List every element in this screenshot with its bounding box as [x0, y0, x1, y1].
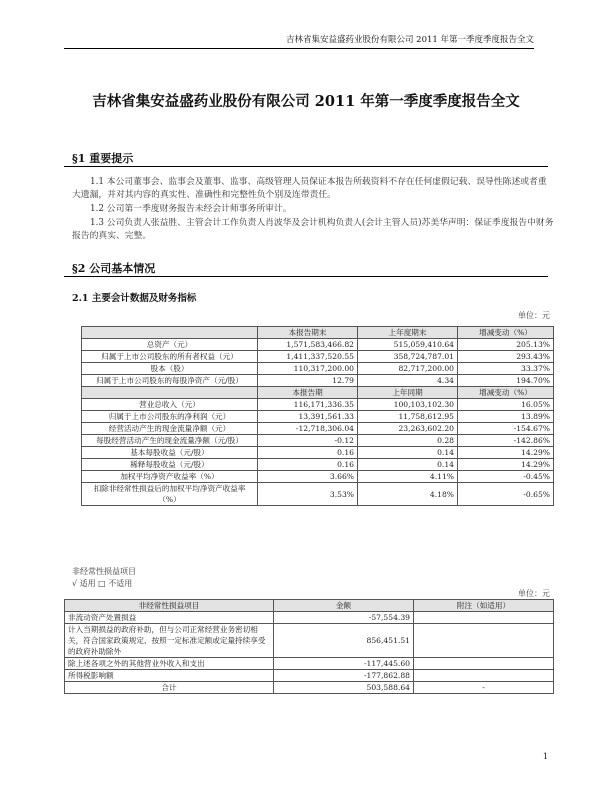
table-header-row-cell-2: 附注（如适用）: [414, 600, 554, 612]
table-row-cell-1: 116,171,336.35: [258, 399, 358, 411]
table-row-cell-3: 33.37%: [458, 363, 554, 375]
table-row-cell-1: 1,411,337,520.55: [258, 351, 358, 363]
table-row: [82, 471, 554, 483]
document-title: 吉林省集安益盛药业股份有限公司 2011 年第一季度季度报告全文: [92, 93, 520, 110]
table-row: [82, 375, 554, 387]
table-row-cell-2: 23,263,602.20: [358, 423, 458, 435]
table-row-cell-2: 0.14: [358, 447, 458, 459]
table-row-cell-3: -142.86%: [458, 435, 554, 447]
table-row-cell-2: 4.34: [358, 375, 458, 387]
total-row-cell-2: -: [414, 682, 554, 694]
table-header-row-cell-1: 本报告期末: [258, 327, 358, 339]
table-row-cell-0: 加权平均净资产收益率（%）: [82, 471, 258, 483]
table-row-cell-2: 515,059,410.64: [358, 339, 458, 351]
table-row: [82, 423, 554, 435]
table-row: [82, 351, 554, 363]
table-row-cell-3: -0.65%: [458, 483, 554, 506]
table-row-cell-0: 所得税影响额: [65, 670, 274, 682]
table-row: [82, 411, 554, 423]
table-row-cell-1: -0.12: [258, 435, 358, 447]
table-row-cell-1: 1,571,583,466.82: [258, 339, 358, 351]
table-row: [65, 624, 554, 658]
table-header-row-cell-1: 金额: [274, 600, 414, 612]
table-row-cell-3: 13.89%: [458, 411, 554, 423]
table-row: [65, 670, 554, 682]
table-row-cell-3: 14.29%: [458, 447, 554, 459]
table-row: [82, 483, 554, 506]
table-row-cell-2: [414, 658, 554, 670]
table-row: [82, 447, 554, 459]
table-header-row: [82, 327, 554, 339]
table-row-cell-2: 100,103,102.30: [358, 399, 458, 411]
table-row-cell-1: -177,862.88: [274, 670, 414, 682]
table-row: [82, 363, 554, 375]
table-row-cell-1: 3.66%: [258, 471, 358, 483]
table-row-cell-1: 0.16: [258, 447, 358, 459]
table-row-cell-2: 0.14: [358, 459, 458, 471]
notice-paragraph-1: 1.1 本公司董事会、监事会及董事、监事、高级管理人员保证本报告所载资料不存在任何虚假记载、误导性陈述或者重大遗漏，并对其内容的真实性、准确性和完整性负个别及连带责任。: [72, 177, 547, 200]
notice-paragraph-2: 1.2 公司第一季度财务报告未经会计师事务所审计。: [90, 204, 292, 214]
table-row-cell-0: 扣除非经常性损益后的加权平均净资产收益率（%）: [82, 483, 258, 506]
nonrecurring-title: 非经常性损益项目: [72, 567, 136, 576]
table-row-cell-0: 每股经营活动产生的现金流量净额（元/股）: [82, 435, 258, 447]
section1-rule: [64, 166, 548, 167]
page-number: 1: [542, 752, 548, 761]
unit-label-1: 单位：元: [518, 311, 550, 320]
table-row: [82, 399, 554, 411]
table-row-cell-0: 归属于上市公司股东的所有者权益（元）: [82, 351, 258, 363]
total-row-cell-0: 合计: [65, 682, 274, 694]
table-row: [82, 435, 554, 447]
table-row-cell-1: 13,391,561.33: [258, 411, 358, 423]
table-row-cell-1: 856,451.51: [274, 624, 414, 658]
table-row-cell-0: 非流动资产处置损益: [65, 612, 274, 624]
header-rule: [64, 48, 534, 49]
table-row-cell-0: 归属于上市公司股东的净利润（元）: [82, 411, 258, 423]
table-header-row-cell-3: 增减变动（%）: [458, 387, 554, 399]
table-row-cell-2: 4.18%: [358, 483, 458, 506]
table-row-cell-2: 0.28: [358, 435, 458, 447]
table-row-cell-2: 11,758,612.95: [358, 411, 458, 423]
table-row-cell-0: 股本（股）: [82, 363, 258, 375]
table-row-cell-3: -0.45%: [458, 471, 554, 483]
section2-rule: [64, 276, 548, 277]
table-row-cell-0: 计入当期损益的政府补助，但与公司正常经营业务密切相关，符合国家政策规定、按照一定标准定额或定量持续享受的政府补助除外: [65, 624, 274, 658]
table-row-cell-1: -117,445.60: [274, 658, 414, 670]
table-row: [82, 339, 554, 351]
table-row-cell-0: 总资产（元）: [82, 339, 258, 351]
table-header-row-cell-2: 上年同期: [358, 387, 458, 399]
table-header-row-cell-0: 非经常性损益项目: [65, 600, 274, 612]
table-row-cell-1: -12,718,306.04: [258, 423, 358, 435]
table-header-row-cell-2: 上年度期末: [358, 327, 458, 339]
table-row-cell-3: 293.43%: [458, 351, 554, 363]
table-row-cell-0: 营业总收入（元）: [82, 399, 258, 411]
table-row: [65, 612, 554, 624]
table-row-cell-3: 205.13%: [458, 339, 554, 351]
financial-indicators-table: [81, 326, 554, 506]
table-row-cell-0: 归属于上市公司股东的每股净资产（元/股）: [82, 375, 258, 387]
table-row-cell-3: -154.67%: [458, 423, 554, 435]
table-row-cell-0: 经营活动产生的现金流量净额（元）: [82, 423, 258, 435]
nonrecurring-items-table: [64, 599, 554, 694]
table-row-cell-1: 3.53%: [258, 483, 358, 506]
table-row-cell-3: 14.29%: [458, 459, 554, 471]
applicable-checkbox-line: √ 适用 □ 不适用: [72, 579, 133, 588]
table-row-cell-3: 16.05%: [458, 399, 554, 411]
table-row-cell-0: 除上述各项之外的其他营业外收入和支出: [65, 658, 274, 670]
table-header-row: [82, 387, 554, 399]
table-row-cell-2: [414, 612, 554, 624]
table-row-cell-2: 82,717,200.00: [358, 363, 458, 375]
table-row-cell-1: 110,317,200.00: [258, 363, 358, 375]
table-row-cell-3: 194.70%: [458, 375, 554, 387]
notice-paragraph-3: 1.3 公司负责人张益胜、主管会计工作负责人肖波华及会计机构负责人(会计主管人员)苏美华声明：保证季度报告中财务报告的真实、完整。: [72, 218, 554, 241]
total-row-cell-1: 503,588.64: [274, 682, 414, 694]
table-row-cell-0: 基本每股收益（元/股）: [82, 447, 258, 459]
table-header-row-cell-3: 增减变动（%）: [458, 327, 554, 339]
table-row-cell-2: [414, 670, 554, 682]
section2-heading: §2 公司基本情况: [72, 262, 156, 275]
table-row-cell-2: [414, 624, 554, 658]
table-header-row: [65, 600, 554, 612]
table-row-cell-2: 358,724,787.01: [358, 351, 458, 363]
unit-label-2: 单位：元: [518, 589, 550, 598]
table-header-row-cell-0: [82, 327, 258, 339]
table-row-cell-2: 4.11%: [358, 471, 458, 483]
table-header-row-cell-1: 本报告期: [258, 387, 358, 399]
subsection-2-1-heading: 2.1 主要会计数据及财务指标: [72, 293, 197, 304]
table-header-row-cell-0: [82, 387, 258, 399]
table-row-cell-1: 12.79: [258, 375, 358, 387]
table-row-cell-0: 稀释每股收益（元/股）: [82, 459, 258, 471]
section1-heading: §1 重要提示: [72, 152, 134, 165]
table-row-cell-1: -57,554.39: [274, 612, 414, 624]
total-row: [65, 682, 554, 694]
table-row-cell-1: 0.16: [258, 459, 358, 471]
table-row: [65, 658, 554, 670]
running-head: 吉林省集安益盛药业股份有限公司 2011 年第一季度季度报告全文: [285, 35, 534, 45]
table-row: [82, 459, 554, 471]
